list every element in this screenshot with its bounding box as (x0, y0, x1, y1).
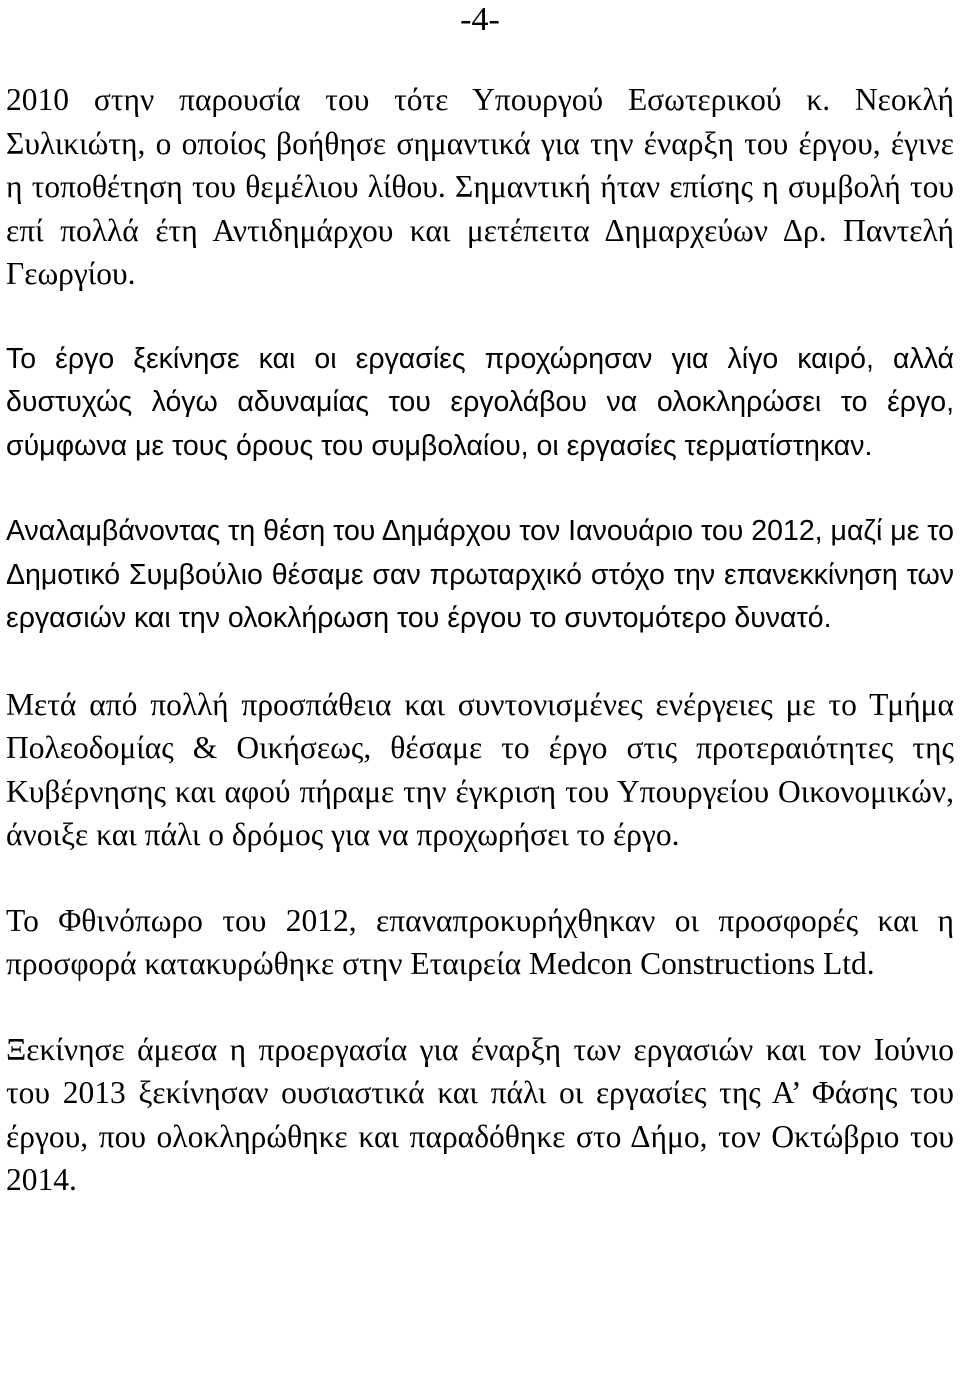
paragraph-3: Αναλαμβάνοντας τη θέση του Δημάρχου τον Ιανουάριο του 2012, μαζί με το Δημοτικό Συμβούλιο θέσαμε σαν πρωταρχικό στόχο την επανεκκίνηση των εργασιών και την ολοκλήρωση του έργου το συντομότερο δυνατό. (6, 515, 954, 634)
page-number: -4- (460, 1, 500, 38)
document-body (6, 78, 954, 1244)
paragraph-1: 2010 στην παρουσία του τότε Υπουργού Εσωτερικού κ. Νεοκλή Συλικιώτη, ο οποίος βοήθησε σημαντικά για την έναρξη του έργου, έγινε η τοποθέτηση του θεμέλιου λίθου. Σημαντική ήταν επίσης η συμβολή του επί πολλά έτη Αντιδημάρχου και μετέπειτα Δημαρχεύων Δρ. Παντελή Γεωργίου. (6, 82, 954, 291)
paragraph-2: Το έργο ξεκίνησε και οι εργασίες προχώρησαν για λίγο καιρό, αλλά δυστυχώς λόγω αδυναμίας του εργολάβου να ολοκληρώσει το έργο, σύμφωνα με τους όρους του συμβολαίου, οι εργασίες τερματίστηκαν. (6, 342, 954, 462)
paragraph-4: Μετά από πολλή προσπάθεια και συντονισμένες ενέργειες με το Τμήμα Πολεοδομίας & Οικήσεως, θέσαμε το έργο στις προτεραιότητες της Κυβέρνησης και αφού πήραμε την έγκριση του Υπουργείου Οικονομικών, άνοιξε και πάλι ο δρόμος για να προχωρήσει το έργο. (6, 686, 954, 852)
paragraph-5: Το Φθινόπωρο του 2012, επαναπροκυρήχθηκαν οι προσφορές και η προσφορά κατακυρώθηκε στην Εταιρεία Medcon Constructions Ltd. (6, 902, 954, 981)
paragraph-6: Ξεκίνησε άμεσα η προεργασία για έναρξη των εργασιών και τον Ιούνιο του 2013 ξεκίνησαν ουσιαστικά και πάλι οι εργασίες της Α’ Φάσης του έργου, που ολοκληρώθηκε και παραδόθηκε στο Δήμο, τον Οκτώβριο του 2014. (6, 1031, 954, 1197)
